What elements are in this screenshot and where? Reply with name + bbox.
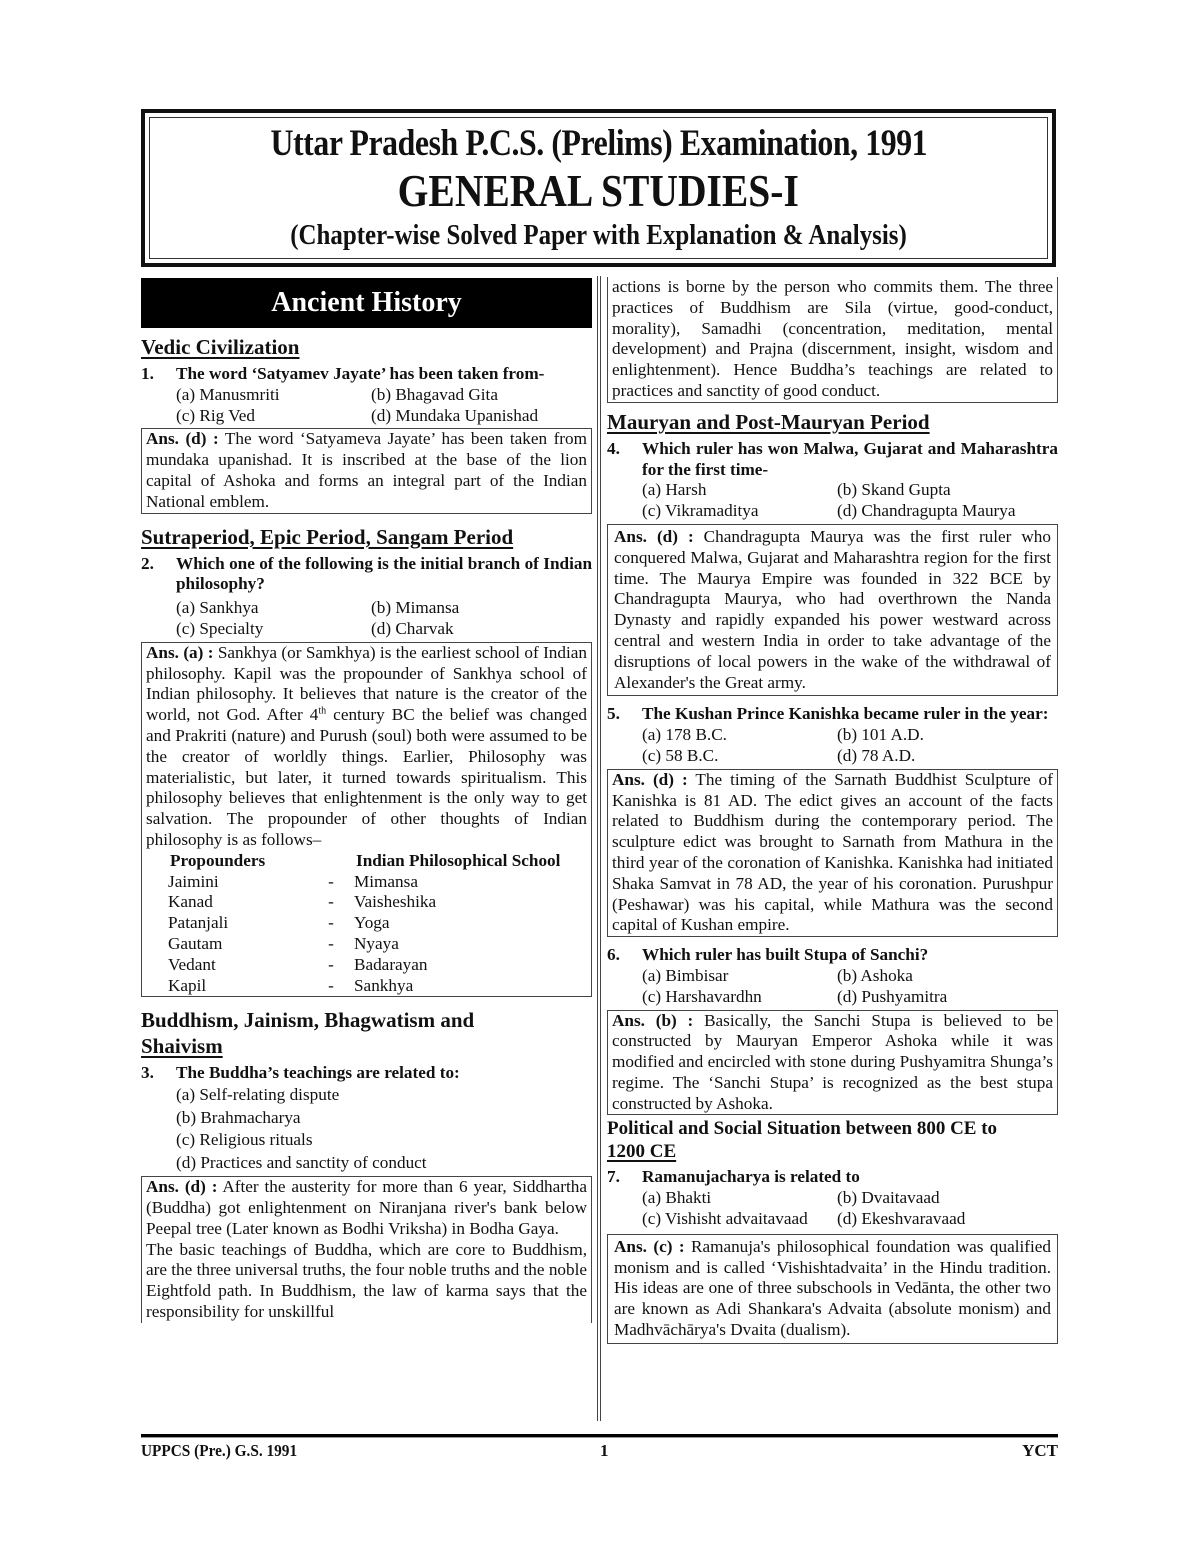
- question-text: The Buddha’s teachings are related to:: [176, 1063, 460, 1083]
- answer-text-para1: After the austerity for more than 6 year, Siddhartha (Buddha) got enlightenment on Niranjana river's bank below Peepal tree (Later known as Bodhi Vriksha) in Bodha Gaya.: [146, 1177, 587, 1238]
- option-d: (d) Pushyamitra: [837, 986, 948, 1006]
- answer-box-q4: [607, 524, 1058, 696]
- answer-label: Ans. (d) :: [614, 526, 694, 546]
- question-number: 6.: [607, 945, 620, 965]
- question-text: Which ruler has built Stupa of Sanchi?: [642, 945, 929, 965]
- option-a: (a) Sankhya: [176, 598, 259, 618]
- options-q1: [141, 385, 592, 427]
- answer-box-q3-continued: [607, 277, 1058, 403]
- superscript-th: th: [318, 705, 327, 717]
- paper-subtitle: (Chapter-wise Solved Paper with Explanation & Analysis): [290, 219, 907, 251]
- answer-box-q5: [607, 769, 1058, 937]
- chapter-heading-line1: Buddhism, Jainism, Bhagwatism and: [141, 1008, 475, 1033]
- answer-label: Ans. (d) :: [146, 1177, 218, 1197]
- answer-text: The timing of the Sarnath Buddhist Sculpture of Kanishka is 81 AD. The edict gives an account of the facts related to Buddhism during the contemporary period. The sculpture edict was brought to Sarnath from Mathura in the third year of the coronation of Kanishka. Kanishka had initiated Shaka Samvat in 78 AD, the year of his coronation. Purushpur (Peshawar) was his capital, while Mathura was the second capital of Kushan empire.: [612, 769, 1053, 935]
- school-cell: Nyaya: [354, 933, 399, 953]
- options-q3: [141, 1084, 592, 1174]
- answer-box-q2: [141, 642, 592, 998]
- chapter-heading-vedic: Vedic Civilization: [141, 335, 300, 359]
- option-d: (d) Chandragupta Maurya: [837, 501, 1016, 521]
- option-c: (c) Vishisht advaitavaad: [642, 1209, 808, 1229]
- answer-box-q7: [607, 1234, 1058, 1344]
- option-a: (a) Bimbisar: [642, 965, 729, 985]
- page-footer: [141, 1441, 1058, 1465]
- question-6: [607, 945, 1058, 966]
- propounder-cell: Patanjali: [168, 913, 229, 933]
- answer-label: Ans. (d) :: [146, 429, 219, 449]
- school-cell: Mimansa: [354, 871, 418, 891]
- option-d: (d) Practices and sanctity of conduct: [176, 1152, 427, 1172]
- options-q2: [141, 598, 592, 640]
- option-d: (d) Mundaka Upanishad: [371, 405, 539, 425]
- options-q7: [607, 1188, 1058, 1230]
- question-3: [141, 1063, 592, 1084]
- question-1: [141, 364, 592, 385]
- column-divider: [597, 276, 601, 1421]
- table-header-row: [146, 851, 587, 872]
- question-text: The Kushan Prince Kanishka became ruler in the year:: [642, 704, 1049, 724]
- option-b: (b) Ashoka: [837, 965, 913, 985]
- option-b: (b) Bhagavad Gita: [371, 384, 498, 404]
- propounder-cell: Jaimini: [168, 871, 219, 891]
- dash-cell: -: [328, 871, 334, 891]
- section-banner: Ancient History: [141, 278, 592, 328]
- table-row: [146, 892, 587, 913]
- school-cell: Yoga: [354, 913, 390, 933]
- option-b: (b) Dvaitavaad: [837, 1188, 940, 1208]
- left-column: [141, 278, 592, 1323]
- option-b: (b) Skand Gupta: [837, 480, 951, 500]
- option-d: (d) Charvak: [371, 618, 454, 638]
- question-text: The word ‘Satyamev Jayate’ has been taken from-: [176, 364, 545, 383]
- answer-label: Ans. (c) :: [614, 1236, 685, 1256]
- answer-text-part1: Sankhya (or Samkhya) is the earliest school of Indian philosophy. Kapil was the propounder of Sankhya school of Indian philosophy. It believes that nature is the creator of the world, not God. After 4: [146, 642, 587, 725]
- option-c: (c) 58 B.C.: [642, 745, 719, 765]
- option-a: (a) Harsh: [642, 480, 707, 500]
- question-number: 5.: [607, 704, 620, 724]
- option-a: (a) Manusmriti: [176, 384, 280, 404]
- option-a: (a) Bhakti: [642, 1188, 712, 1208]
- question-5: [607, 704, 1058, 725]
- answer-box-q3: [141, 1176, 592, 1323]
- answer-label: Ans. (b) :: [612, 1010, 694, 1030]
- page-number: 1: [600, 1441, 609, 1460]
- answer-text-continued: actions is borne by the person who commits them. The three practices of Buddhism are Sila (virtue, good-conduct, morality), Samadhi (concentration, meditation, mental development) and Prajna (discernment, insight, wisdom and enlightenment). Hence Buddha’s teachings are related to practices and sanctity of good conduct.: [612, 277, 1053, 400]
- option-c: (c) Vikramaditya: [642, 501, 759, 521]
- option-c: (c) Harshavardhn: [642, 986, 762, 1006]
- footer-rule-thin: [141, 1437, 1058, 1438]
- question-number: 7.: [607, 1167, 620, 1187]
- table-row: [146, 976, 587, 997]
- answer-text-part2: century BC the belief was changed and Prakriti (nature) and Purush (soul) both were assumed to be the creator of worldly things. Earlier, Philosophy was materialistic, but later, it turned towards spiritualism. This philosophy believes that enlightenment is the only way to get salvation. The propounder of other thoughts of Indian philosophy is as follows–: [146, 705, 587, 849]
- option-d: (d) Ekeshvaravaad: [837, 1209, 966, 1229]
- table-row: [146, 934, 587, 955]
- question-number: 4.: [607, 438, 620, 458]
- dash-cell: -: [328, 933, 334, 953]
- publisher-label: YCT: [1022, 1441, 1058, 1460]
- dash-cell: -: [328, 913, 334, 933]
- school-cell: Sankhya: [354, 975, 414, 995]
- dash-cell: -: [328, 975, 334, 995]
- question-2: [141, 554, 592, 596]
- chapter-heading-line2: 1200 CE: [607, 1141, 677, 1163]
- option-c: (c) Religious rituals: [176, 1130, 313, 1150]
- question-number: 2.: [141, 553, 154, 573]
- answer-label: Ans. (d) :: [612, 769, 688, 789]
- option-b: (b) Mimansa: [371, 598, 460, 618]
- dash-cell: -: [328, 954, 334, 974]
- chapter-heading-line1: Political and Social Situation between 800 CE to: [607, 1118, 998, 1140]
- options-q6: [607, 966, 1058, 1008]
- table-header-propounders: Propounders: [170, 850, 266, 870]
- options-q4: [607, 480, 1058, 522]
- question-text: Which one of the following is the initial branch of Indian philosophy?: [176, 553, 592, 594]
- question-text: Which ruler has won Malwa, Gujarat and Maharashtra for the first time-: [642, 438, 1058, 479]
- propounder-cell: Kapil: [168, 975, 207, 995]
- dash-cell: -: [328, 892, 334, 912]
- footer-exam-label: UPPCS (Pre.) G.S. 1991: [141, 1441, 298, 1460]
- option-d: (d) 78 A.D.: [837, 745, 916, 765]
- answer-text: Chandragupta Maurya was the first ruler who conquered Malwa, Gujarat and Maharashtra region for the first time. The Maurya Empire was founded in 322 BCE by Chandragupta Maurya, who had overthrown the Nanda Dynasty and rapidly expanded his power westward across central and western India in order to take advantage of the disruptions of local powers in the wake of the withdrawal of Alexander's the Great army.: [614, 526, 1051, 692]
- chapter-heading-mauryan: Mauryan and Post-Mauryan Period: [607, 409, 930, 434]
- question-7: [607, 1167, 1058, 1188]
- question-number: 3.: [141, 1063, 154, 1083]
- title-box: [141, 109, 1056, 267]
- option-b: (b) 101 A.D.: [837, 725, 924, 745]
- answer-label: Ans. (a) :: [146, 642, 214, 662]
- option-b: (b) Brahmacharya: [176, 1107, 301, 1127]
- chapter-heading-sutraperiod: Sutraperiod, Epic Period, Sangam Period: [141, 524, 514, 549]
- answer-text: Basically, the Sanchi Stupa is believed to be constructed by Mauryan Emperor Ashoka while it was modified and encircled with stone during Pushyamitra Shunga’s regime. The ‘Sanchi Stupa’ is recognized as the best stupa constructed by Ashoka.: [612, 1010, 1053, 1113]
- answer-box-q6: [607, 1010, 1058, 1116]
- chapter-heading-line2: Shaivism: [141, 1034, 223, 1059]
- propounder-cell: Gautam: [168, 933, 223, 953]
- paper-title: GENERAL STUDIES-I: [397, 165, 800, 216]
- question-number: 1.: [141, 364, 154, 383]
- table-row: [146, 955, 587, 976]
- chapter-heading-buddhism: [141, 1007, 592, 1059]
- school-cell: Vaisheshika: [354, 892, 437, 912]
- answer-text: Ramanuja's philosophical foundation was qualified monism and is called ‘Vishishtadvaita’ in the Hindu tradition. His ideas are one of three subschools in Vedānta, the other two are known as Adi Shankara's Advaita (absolute monism) and Madhvāchārya's Dvaita (dualism).: [614, 1236, 1051, 1340]
- chapter-heading-political-social: [607, 1117, 1058, 1163]
- table-row: [146, 872, 587, 893]
- right-column: [607, 277, 1058, 1352]
- option-a: (a) 178 B.C.: [642, 725, 727, 745]
- philosophy-table: [146, 851, 587, 997]
- option-c: (c) Specialty: [176, 618, 264, 638]
- question-text: Ramanujacharya is related to: [642, 1167, 860, 1187]
- question-4: [607, 439, 1058, 481]
- exam-title: Uttar Pradesh P.C.S. (Prelims) Examination, 1991: [270, 123, 927, 164]
- option-a: (a) Self-relating dispute: [176, 1085, 340, 1105]
- title-inner-frame: [149, 117, 1048, 259]
- answer-box-q1: [141, 428, 592, 513]
- answer-text: The word ‘Satyameva Jayate’ has been taken from mundaka upanishad. It is inscribed at the base of the lion capital of Ashoka and forms an integral part of the Indian National emblem.: [146, 429, 587, 511]
- propounder-cell: Kanad: [168, 892, 213, 912]
- propounder-cell: Vedant: [168, 954, 216, 974]
- answer-text-para2: The basic teachings of Buddha, which are core to Buddhism, are the three universal truths, the four noble truths and the noble Eightfold path. In Buddhism, the law of karma says that the responsibility for unskillful: [146, 1239, 588, 1321]
- option-c: (c) Rig Ved: [176, 405, 255, 425]
- table-header-school: Indian Philosophical School: [356, 850, 561, 870]
- options-q5: [607, 725, 1058, 767]
- table-row: [146, 913, 587, 934]
- school-cell: Badarayan: [354, 954, 428, 974]
